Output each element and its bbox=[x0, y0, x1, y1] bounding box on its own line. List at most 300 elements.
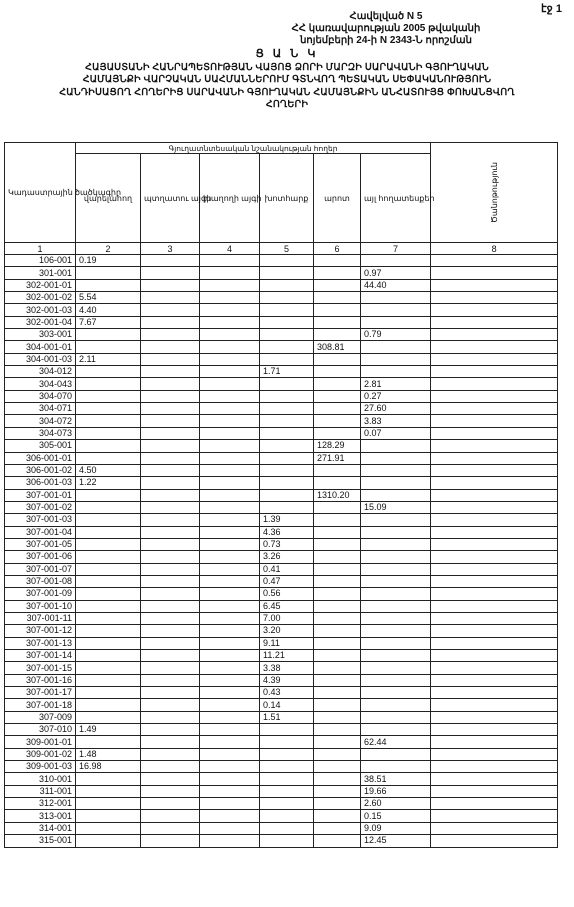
cell-other-land: 0.27 bbox=[361, 390, 431, 402]
cell-orchard bbox=[141, 662, 200, 674]
column-number: 6 bbox=[314, 243, 361, 255]
cell-other-land bbox=[361, 292, 431, 304]
cell-other-land bbox=[361, 316, 431, 328]
cell-vineyard bbox=[200, 798, 260, 810]
cell-other-land: 0.07 bbox=[361, 427, 431, 439]
cell-vineyard bbox=[200, 501, 260, 513]
cell-arable bbox=[76, 538, 141, 550]
cell-arable bbox=[76, 612, 141, 624]
cell-arable bbox=[76, 563, 141, 575]
cell-note bbox=[431, 625, 558, 637]
cell-arable bbox=[76, 403, 141, 415]
cell-pasture bbox=[314, 575, 361, 587]
cell-orchard bbox=[141, 600, 200, 612]
cell-pasture bbox=[314, 662, 361, 674]
cell-hayfield bbox=[260, 785, 314, 797]
cell-arable: 1.49 bbox=[76, 724, 141, 736]
cell-cadastral-code: 304-001-01 bbox=[5, 341, 76, 353]
cell-pasture bbox=[314, 810, 361, 822]
cell-arable bbox=[76, 785, 141, 797]
cell-hayfield bbox=[260, 773, 314, 785]
document-title bbox=[12, 48, 562, 112]
cell-hayfield bbox=[260, 329, 314, 341]
cell-note bbox=[431, 452, 558, 464]
column-number: 7 bbox=[361, 243, 431, 255]
cell-note bbox=[431, 403, 558, 415]
cell-pasture: 271.91 bbox=[314, 452, 361, 464]
cell-arable bbox=[76, 699, 141, 711]
cell-note bbox=[431, 785, 558, 797]
cell-cadastral-code: 312-001 bbox=[5, 798, 76, 810]
annex-line-1: Հավելված N 5 bbox=[349, 11, 423, 22]
title-line-1: Ց Ա Ն Կ bbox=[255, 48, 319, 60]
table-row bbox=[5, 526, 558, 538]
cell-hayfield: 11.21 bbox=[260, 650, 314, 662]
table-row bbox=[5, 711, 558, 723]
group-header-agricultural-land: Գյուղատնտեսական նշանակության հողեր bbox=[76, 143, 431, 154]
cell-note bbox=[431, 316, 558, 328]
cell-pasture bbox=[314, 255, 361, 267]
cell-cadastral-code: 303-001 bbox=[5, 329, 76, 341]
cell-cadastral-code: 313-001 bbox=[5, 810, 76, 822]
cell-other-land: 12.45 bbox=[361, 835, 431, 847]
cell-arable: 5.54 bbox=[76, 292, 141, 304]
cell-hayfield bbox=[260, 304, 314, 316]
table-row bbox=[5, 279, 558, 291]
cell-pasture bbox=[314, 798, 361, 810]
cell-hayfield bbox=[260, 341, 314, 353]
cell-orchard bbox=[141, 810, 200, 822]
cell-arable bbox=[76, 600, 141, 612]
table-row bbox=[5, 477, 558, 489]
cell-arable bbox=[76, 662, 141, 674]
cell-note bbox=[431, 563, 558, 575]
table-row bbox=[5, 736, 558, 748]
cell-pasture bbox=[314, 699, 361, 711]
cell-arable: 1.48 bbox=[76, 748, 141, 760]
cell-note bbox=[431, 588, 558, 600]
cell-note bbox=[431, 822, 558, 834]
cell-note bbox=[431, 538, 558, 550]
cell-hayfield bbox=[260, 255, 314, 267]
cell-pasture bbox=[314, 378, 361, 390]
cell-hayfield bbox=[260, 440, 314, 452]
cell-other-land: 2.81 bbox=[361, 378, 431, 390]
cell-arable bbox=[76, 366, 141, 378]
cell-arable bbox=[76, 378, 141, 390]
cell-hayfield: 1.71 bbox=[260, 366, 314, 378]
col-header-cadastral-code: Կադաստրային ծածկագիր bbox=[5, 143, 76, 243]
cell-hayfield: 0.41 bbox=[260, 563, 314, 575]
table-row bbox=[5, 773, 558, 785]
cell-vineyard bbox=[200, 255, 260, 267]
cell-vineyard bbox=[200, 526, 260, 538]
cell-hayfield bbox=[260, 279, 314, 291]
cell-other-land bbox=[361, 699, 431, 711]
cell-other-land bbox=[361, 440, 431, 452]
table-row bbox=[5, 822, 558, 834]
cell-other-land: 27.60 bbox=[361, 403, 431, 415]
cell-note bbox=[431, 477, 558, 489]
column-number: 5 bbox=[260, 243, 314, 255]
cell-orchard bbox=[141, 427, 200, 439]
cell-hayfield: 3.38 bbox=[260, 662, 314, 674]
cell-vineyard bbox=[200, 440, 260, 452]
cell-cadastral-code: 302-001-01 bbox=[5, 279, 76, 291]
cell-arable bbox=[76, 341, 141, 353]
cell-orchard bbox=[141, 292, 200, 304]
cell-orchard bbox=[141, 501, 200, 513]
cell-pasture bbox=[314, 588, 361, 600]
cell-note bbox=[431, 415, 558, 427]
cell-cadastral-code: 306-001-01 bbox=[5, 452, 76, 464]
cell-cadastral-code: 106-001 bbox=[5, 255, 76, 267]
cell-pasture bbox=[314, 724, 361, 736]
cell-arable: 16.98 bbox=[76, 761, 141, 773]
cell-note bbox=[431, 699, 558, 711]
cell-hayfield bbox=[260, 464, 314, 476]
cell-orchard bbox=[141, 724, 200, 736]
cell-orchard bbox=[141, 773, 200, 785]
cell-other-land bbox=[361, 514, 431, 526]
table-row bbox=[5, 427, 558, 439]
table-row bbox=[5, 575, 558, 587]
cell-orchard bbox=[141, 267, 200, 279]
cell-note bbox=[431, 329, 558, 341]
cell-vineyard bbox=[200, 810, 260, 822]
cell-other-land bbox=[361, 563, 431, 575]
cell-hayfield: 0.56 bbox=[260, 588, 314, 600]
cell-pasture bbox=[314, 366, 361, 378]
cell-vineyard bbox=[200, 822, 260, 834]
cell-orchard bbox=[141, 588, 200, 600]
cell-arable bbox=[76, 650, 141, 662]
table-row bbox=[5, 674, 558, 686]
cell-pasture bbox=[314, 650, 361, 662]
cell-pasture: 1310.20 bbox=[314, 489, 361, 501]
cell-arable bbox=[76, 551, 141, 563]
cell-note bbox=[431, 551, 558, 563]
cell-vineyard bbox=[200, 575, 260, 587]
cell-vineyard bbox=[200, 785, 260, 797]
cell-arable bbox=[76, 427, 141, 439]
table-row bbox=[5, 489, 558, 501]
table-row bbox=[5, 761, 558, 773]
cell-cadastral-code: 307-001-17 bbox=[5, 687, 76, 699]
cell-vineyard bbox=[200, 415, 260, 427]
cell-note bbox=[431, 674, 558, 686]
cell-hayfield bbox=[260, 810, 314, 822]
cell-cadastral-code: 306-001-03 bbox=[5, 477, 76, 489]
cell-arable bbox=[76, 415, 141, 427]
table-row bbox=[5, 650, 558, 662]
cell-other-land: 2.60 bbox=[361, 798, 431, 810]
cell-hayfield bbox=[260, 427, 314, 439]
table-row bbox=[5, 353, 558, 365]
cell-pasture bbox=[314, 316, 361, 328]
cell-vineyard bbox=[200, 292, 260, 304]
cell-hayfield bbox=[260, 761, 314, 773]
cell-cadastral-code: 302-001-03 bbox=[5, 304, 76, 316]
table-row bbox=[5, 403, 558, 415]
col-header-orchard: պտղատու այգի bbox=[141, 154, 200, 243]
cell-pasture bbox=[314, 625, 361, 637]
cell-orchard bbox=[141, 711, 200, 723]
cell-vineyard bbox=[200, 588, 260, 600]
cell-vineyard bbox=[200, 699, 260, 711]
cell-other-land bbox=[361, 452, 431, 464]
cell-cadastral-code: 307-009 bbox=[5, 711, 76, 723]
table-row bbox=[5, 600, 558, 612]
table-row bbox=[5, 452, 558, 464]
cell-hayfield bbox=[260, 724, 314, 736]
cell-vineyard bbox=[200, 427, 260, 439]
cell-orchard bbox=[141, 835, 200, 847]
cell-cadastral-code: 307-001-18 bbox=[5, 699, 76, 711]
cell-orchard bbox=[141, 822, 200, 834]
cell-orchard bbox=[141, 785, 200, 797]
cell-cadastral-code: 304-072 bbox=[5, 415, 76, 427]
cell-orchard bbox=[141, 563, 200, 575]
table-row bbox=[5, 440, 558, 452]
cell-cadastral-code: 309-001-01 bbox=[5, 736, 76, 748]
column-number: 8 bbox=[431, 243, 558, 255]
cell-cadastral-code: 307-001-15 bbox=[5, 662, 76, 674]
cell-vineyard bbox=[200, 637, 260, 649]
land-table bbox=[4, 142, 558, 848]
cell-other-land bbox=[361, 304, 431, 316]
cell-vineyard bbox=[200, 674, 260, 686]
cell-hayfield bbox=[260, 292, 314, 304]
cell-cadastral-code: 307-001-07 bbox=[5, 563, 76, 575]
cell-cadastral-code: 307-001-09 bbox=[5, 588, 76, 600]
cell-other-land: 44.40 bbox=[361, 279, 431, 291]
cell-note bbox=[431, 798, 558, 810]
column-number-row bbox=[5, 243, 558, 255]
cell-cadastral-code: 307-001-03 bbox=[5, 514, 76, 526]
cell-vineyard bbox=[200, 514, 260, 526]
cell-note bbox=[431, 464, 558, 476]
cell-arable bbox=[76, 440, 141, 452]
cell-other-land: 19.66 bbox=[361, 785, 431, 797]
cell-orchard bbox=[141, 514, 200, 526]
cell-other-land bbox=[361, 489, 431, 501]
cell-arable bbox=[76, 501, 141, 513]
cell-orchard bbox=[141, 674, 200, 686]
table-row bbox=[5, 366, 558, 378]
table-row bbox=[5, 785, 558, 797]
cell-arable bbox=[76, 822, 141, 834]
cell-hayfield: 4.39 bbox=[260, 674, 314, 686]
cell-other-land bbox=[361, 588, 431, 600]
cell-arable bbox=[76, 625, 141, 637]
cell-pasture bbox=[314, 674, 361, 686]
cell-hayfield: 0.14 bbox=[260, 699, 314, 711]
cell-pasture bbox=[314, 415, 361, 427]
cell-orchard bbox=[141, 761, 200, 773]
cell-cadastral-code: 307-001-06 bbox=[5, 551, 76, 563]
cell-orchard bbox=[141, 366, 200, 378]
cell-orchard bbox=[141, 403, 200, 415]
cell-orchard bbox=[141, 538, 200, 550]
page-number: էջ 1 bbox=[541, 3, 562, 15]
cell-other-land: 9.09 bbox=[361, 822, 431, 834]
cell-other-land: 0.79 bbox=[361, 329, 431, 341]
cell-other-land bbox=[361, 551, 431, 563]
cell-orchard bbox=[141, 625, 200, 637]
cell-vineyard bbox=[200, 650, 260, 662]
cell-vineyard bbox=[200, 662, 260, 674]
table-row bbox=[5, 551, 558, 563]
cell-vineyard bbox=[200, 341, 260, 353]
cell-note bbox=[431, 736, 558, 748]
cell-vineyard bbox=[200, 378, 260, 390]
column-number: 4 bbox=[200, 243, 260, 255]
cell-hayfield bbox=[260, 316, 314, 328]
cell-orchard bbox=[141, 748, 200, 760]
cell-other-land bbox=[361, 724, 431, 736]
title-line-2: ՀԱՅԱՍՏԱՆԻ ՀԱՆՐԱՊԵՏՈՒԹՅԱՆ ՎԱՅՈՑ ՁՈՐԻ ՄԱՐԶԻ ՍԱՐԱՎԱՆԻ ԳՅՈՒՂԱԿԱՆ bbox=[85, 61, 489, 73]
cell-pasture bbox=[314, 329, 361, 341]
cell-pasture bbox=[314, 427, 361, 439]
table-row bbox=[5, 835, 558, 847]
col-header-other-land: այլ հողատեսքեր bbox=[361, 154, 431, 243]
cell-other-land bbox=[361, 748, 431, 760]
cell-vineyard bbox=[200, 464, 260, 476]
cell-other-land: 62.44 bbox=[361, 736, 431, 748]
cell-vineyard bbox=[200, 366, 260, 378]
cell-pasture bbox=[314, 292, 361, 304]
cell-hayfield: 0.73 bbox=[260, 538, 314, 550]
cell-orchard bbox=[141, 489, 200, 501]
table-row bbox=[5, 255, 558, 267]
cell-cadastral-code: 307-001-16 bbox=[5, 674, 76, 686]
cell-vineyard bbox=[200, 329, 260, 341]
cell-note bbox=[431, 662, 558, 674]
cell-other-land: 0.97 bbox=[361, 267, 431, 279]
cell-arable: 2.11 bbox=[76, 353, 141, 365]
cell-hayfield bbox=[260, 403, 314, 415]
cell-orchard bbox=[141, 316, 200, 328]
cell-hayfield bbox=[260, 489, 314, 501]
cell-pasture bbox=[314, 687, 361, 699]
cell-orchard bbox=[141, 255, 200, 267]
cell-pasture bbox=[314, 304, 361, 316]
cell-hayfield: 6.45 bbox=[260, 600, 314, 612]
table-row bbox=[5, 341, 558, 353]
cell-note bbox=[431, 292, 558, 304]
cell-pasture bbox=[314, 612, 361, 624]
cell-orchard bbox=[141, 575, 200, 587]
cell-other-land: 0.15 bbox=[361, 810, 431, 822]
cell-hayfield: 3.20 bbox=[260, 625, 314, 637]
cell-hayfield bbox=[260, 477, 314, 489]
cell-cadastral-code: 307-001-10 bbox=[5, 600, 76, 612]
cell-note bbox=[431, 724, 558, 736]
cell-pasture bbox=[314, 267, 361, 279]
cell-orchard bbox=[141, 390, 200, 402]
cell-arable: 1.22 bbox=[76, 477, 141, 489]
col-header-note bbox=[431, 143, 558, 243]
cell-note bbox=[431, 748, 558, 760]
cell-hayfield bbox=[260, 822, 314, 834]
cell-pasture bbox=[314, 538, 361, 550]
cell-vineyard bbox=[200, 267, 260, 279]
cell-cadastral-code: 307-001-13 bbox=[5, 637, 76, 649]
cell-pasture bbox=[314, 477, 361, 489]
cell-cadastral-code: 309-001-02 bbox=[5, 748, 76, 760]
cell-note bbox=[431, 255, 558, 267]
cell-other-land bbox=[361, 538, 431, 550]
table-row bbox=[5, 724, 558, 736]
cell-orchard bbox=[141, 612, 200, 624]
cell-cadastral-code: 307-010 bbox=[5, 724, 76, 736]
col-header-hayfield: խոտհարք bbox=[260, 154, 314, 243]
cell-orchard bbox=[141, 440, 200, 452]
cell-orchard bbox=[141, 637, 200, 649]
cell-vineyard bbox=[200, 304, 260, 316]
table-row bbox=[5, 304, 558, 316]
cell-vineyard bbox=[200, 279, 260, 291]
cell-hayfield bbox=[260, 501, 314, 513]
cell-vineyard bbox=[200, 600, 260, 612]
cell-note bbox=[431, 390, 558, 402]
cell-vineyard bbox=[200, 316, 260, 328]
title-line-4: ՀԱՆԴԻՍԱՑՈՂ ՀՈՂԵՐԻՑ ՍԱՐԱՎԱՆԻ ԳՅՈՒՂԱԿԱՆ ՀԱՄԱՅՆՔԻՆ ԱՆՀԱՏՈՒՅՑ ՓՈԽԱՆՑՎՈՂ bbox=[59, 86, 515, 98]
cell-hayfield: 3.26 bbox=[260, 551, 314, 563]
cell-cadastral-code: 307-001-05 bbox=[5, 538, 76, 550]
cell-orchard bbox=[141, 687, 200, 699]
table-row bbox=[5, 612, 558, 624]
table-row bbox=[5, 415, 558, 427]
cell-vineyard bbox=[200, 835, 260, 847]
cell-pasture bbox=[314, 464, 361, 476]
cell-orchard bbox=[141, 798, 200, 810]
cell-cadastral-code: 314-001 bbox=[5, 822, 76, 834]
cell-arable bbox=[76, 267, 141, 279]
cell-hayfield bbox=[260, 415, 314, 427]
cell-pasture bbox=[314, 785, 361, 797]
cell-arable bbox=[76, 588, 141, 600]
cell-hayfield: 4.36 bbox=[260, 526, 314, 538]
table-body bbox=[5, 255, 558, 848]
cell-other-land bbox=[361, 600, 431, 612]
table-row bbox=[5, 687, 558, 699]
cell-other-land: 38.51 bbox=[361, 773, 431, 785]
cell-note bbox=[431, 761, 558, 773]
cell-note bbox=[431, 378, 558, 390]
cell-note bbox=[431, 353, 558, 365]
cell-hayfield: 0.43 bbox=[260, 687, 314, 699]
cell-cadastral-code: 307-001-11 bbox=[5, 612, 76, 624]
cell-hayfield: 1.39 bbox=[260, 514, 314, 526]
cell-arable: 0.19 bbox=[76, 255, 141, 267]
table-row bbox=[5, 464, 558, 476]
cell-other-land bbox=[361, 650, 431, 662]
cell-note bbox=[431, 514, 558, 526]
cell-arable bbox=[76, 711, 141, 723]
cell-other-land bbox=[361, 612, 431, 624]
cell-pasture bbox=[314, 403, 361, 415]
cell-arable bbox=[76, 329, 141, 341]
cell-orchard bbox=[141, 304, 200, 316]
cell-arable bbox=[76, 526, 141, 538]
cell-cadastral-code: 302-001-04 bbox=[5, 316, 76, 328]
cell-note bbox=[431, 835, 558, 847]
table-row bbox=[5, 563, 558, 575]
table-row bbox=[5, 699, 558, 711]
cell-cadastral-code: 302-001-02 bbox=[5, 292, 76, 304]
